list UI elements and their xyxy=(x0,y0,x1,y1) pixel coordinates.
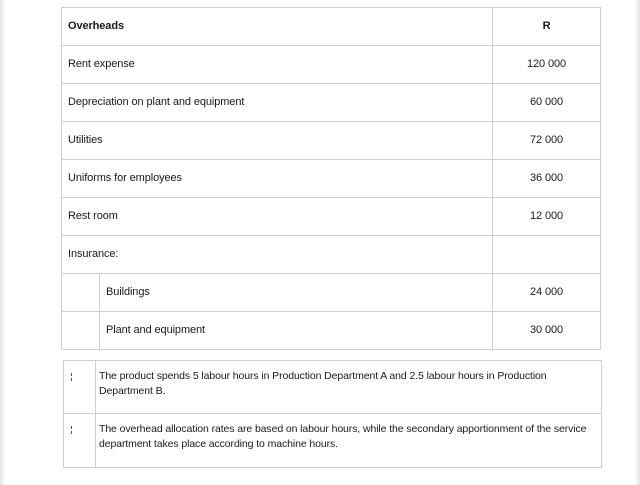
row-amount: 12 000 xyxy=(529,210,564,222)
table-row xyxy=(62,46,601,84)
notes-table xyxy=(63,360,602,468)
note-marker-cell xyxy=(64,414,96,467)
note-marker-cell xyxy=(64,361,96,413)
note-text: The product spends 5 labour hours in Production Department A and 2.5 labour hours in Production Department B. xyxy=(99,370,547,397)
overheads-table xyxy=(61,7,601,350)
page-edge-right xyxy=(634,0,640,485)
page-edge-left xyxy=(0,0,6,485)
dashed-bar-icon xyxy=(71,373,73,381)
sub-row-indent xyxy=(62,312,100,349)
table-header-row xyxy=(62,8,601,46)
header-amount-cell xyxy=(493,8,601,46)
sub-row-label: Buildings xyxy=(106,286,150,298)
row-amount xyxy=(493,236,600,248)
table-row xyxy=(62,122,601,160)
header-label-cell xyxy=(62,8,493,46)
row-label: Rest room xyxy=(68,210,118,222)
row-amount: 120 000 xyxy=(526,58,567,70)
dashed-bar-icon xyxy=(71,426,73,434)
row-label: Uniforms for employees xyxy=(68,172,182,184)
sub-row-amount: 24 000 xyxy=(529,286,564,298)
note-row xyxy=(64,414,601,467)
row-label: Rent expense xyxy=(68,58,135,70)
table-row xyxy=(62,236,601,274)
table-row xyxy=(62,84,601,122)
table-sub-row xyxy=(62,274,601,312)
note-text: The overhead allocation rates are based on labour hours, while the secondary apportionment of the service department takes place according to machine hours. xyxy=(99,423,587,450)
table-row xyxy=(62,198,601,236)
row-label: Insurance: xyxy=(68,248,119,260)
sub-row-amount: 30 000 xyxy=(529,324,564,336)
header-amount-label: R xyxy=(542,20,551,32)
row-amount: 72 000 xyxy=(529,134,564,146)
header-label: Overheads xyxy=(68,20,124,32)
note-row xyxy=(64,361,601,414)
table-sub-row xyxy=(62,312,601,350)
row-amount: 60 000 xyxy=(529,96,564,108)
row-amount: 36 000 xyxy=(529,172,564,184)
row-label: Depreciation on plant and equipment xyxy=(68,96,245,108)
row-label: Utilities xyxy=(68,134,103,146)
table-row xyxy=(62,160,601,198)
sub-row-indent xyxy=(62,274,100,311)
sub-row-label: Plant and equipment xyxy=(106,324,206,336)
